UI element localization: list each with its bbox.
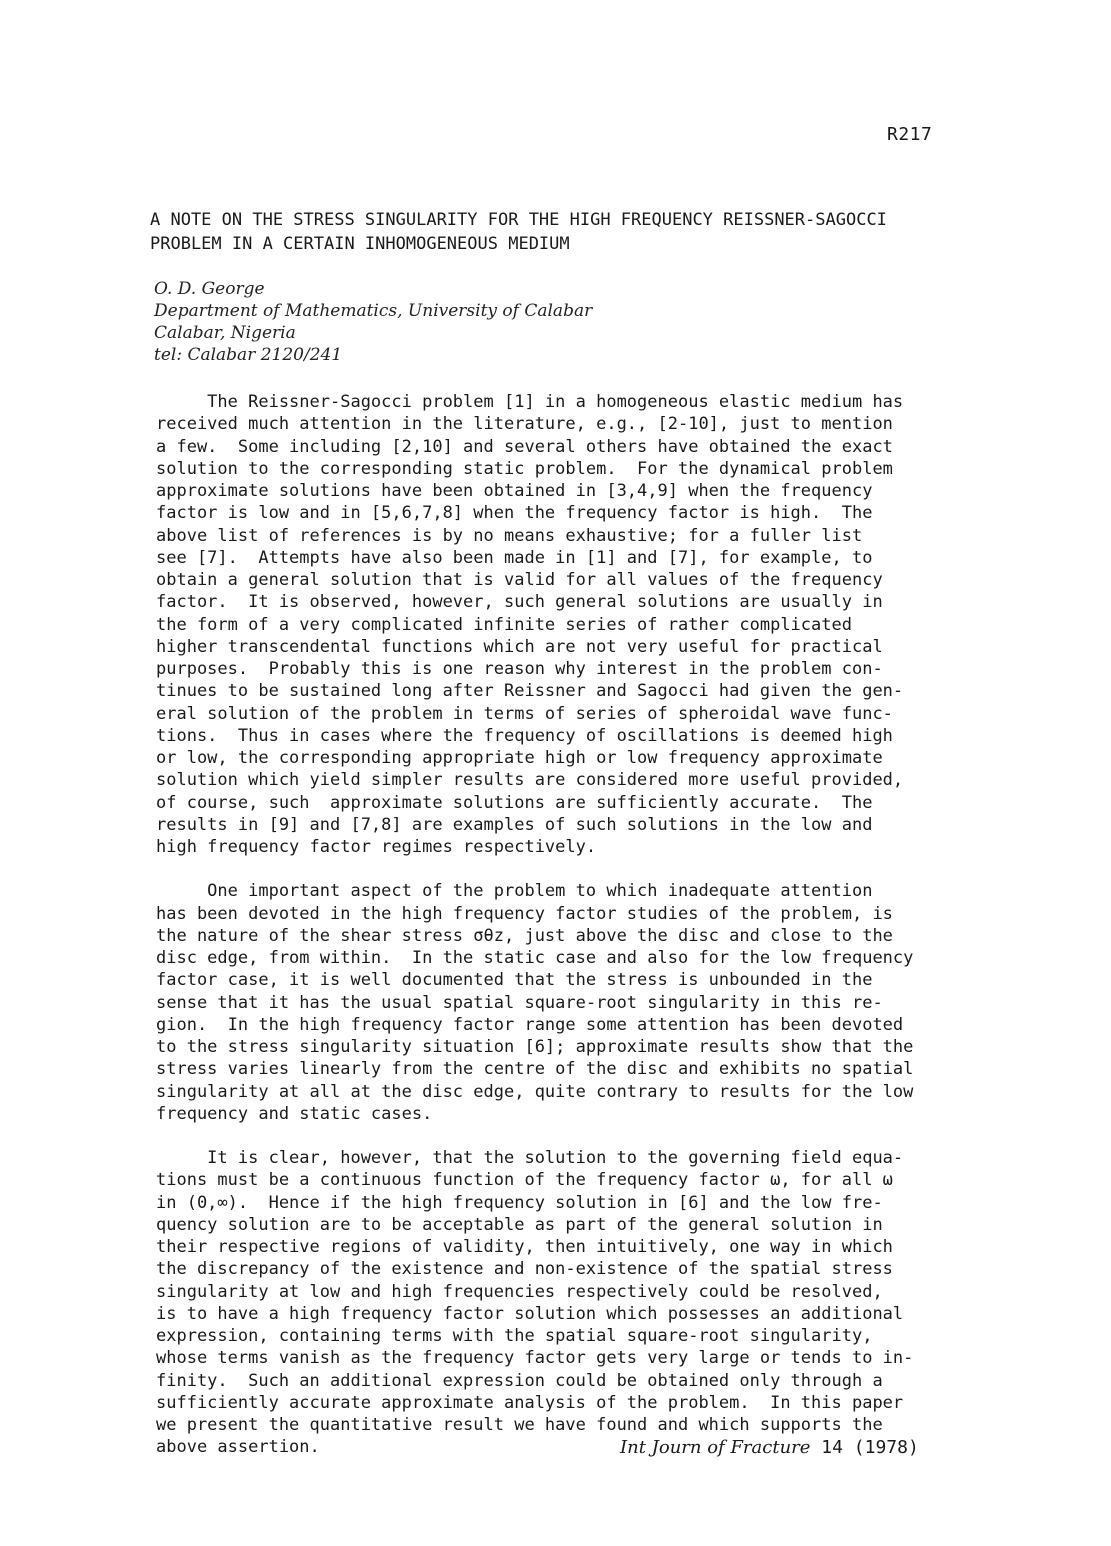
- text-line: singularity at all at the disc edge, quite contrary to results for the low: [156, 1081, 914, 1102]
- author-block: [154, 278, 592, 366]
- text-line: solution which yield simpler results are considered more useful provided,: [156, 770, 904, 791]
- text-line: above list of references is by no means exhaustive; for a fuller list: [156, 525, 863, 546]
- text-line: obtain a general solution that is valid for all values of the frequency: [156, 570, 883, 590]
- text-line: frequency and static cases.: [156, 1103, 433, 1124]
- body-paragraph: [156, 880, 976, 1125]
- text-line: sufficiently accurate approximate analysis of the problem. In this paper: [156, 1392, 904, 1413]
- text-line: factor is low and in [5,6,7,8] when the frequency factor is high. The: [156, 503, 873, 524]
- text-line: we present the quantitative result we have found and which supports the: [156, 1415, 883, 1435]
- text-line: is to have a high frequency factor solution which possesses an additional: [156, 1303, 904, 1324]
- text-line: the form of a very complicated infinite series of rather complicated: [156, 614, 852, 635]
- text-line: in (0,∞). Hence if the high frequency solution in [6] and the low fre-: [156, 1192, 883, 1213]
- title-line: PROBLEM IN A CERTAIN INHOMOGENEOUS MEDIUM: [150, 234, 570, 254]
- text-line: or low, the corresponding appropriate high or low frequency approximate: [156, 748, 883, 768]
- text-line: tinues to be sustained long after Reissner and Sagocci had given the gen-: [156, 681, 904, 702]
- text-line: sense that it has the usual spatial square-root singularity in this re-: [156, 992, 883, 1013]
- author-location: Calabar, Nigeria: [154, 323, 296, 343]
- text-line: high frequency factor regimes respectively.: [156, 837, 597, 857]
- author-phone: tel: Calabar 2120/241: [154, 345, 343, 365]
- text-line: received much attention in the literature, e.g., [2-10], just to mention: [156, 414, 893, 435]
- text-line: results in [9] and [7,8] are examples of such solutions in the low and: [156, 814, 873, 835]
- text-line: tions. Thus in cases where the frequency of oscillations is deemed high: [156, 725, 893, 746]
- text-line: stress varies linearly from the centre of the disc and exhibits no spatial: [156, 1059, 914, 1080]
- text-line: to the stress singularity situation [6]; approximate results show that the: [156, 1037, 914, 1057]
- body-text: [156, 391, 976, 1459]
- text-line: factor. It is observed, however, such general solutions are usually in: [156, 592, 883, 613]
- text-line: above assertion.: [156, 1437, 320, 1458]
- text-line: see [7]. Attempts have also been made in [1] and [7], for example, to: [156, 547, 873, 568]
- text-line: It is clear, however, that the solution to the governing field equa-: [156, 1148, 904, 1168]
- title-line: A NOTE ON THE STRESS SINGULARITY FOR THE HIGH FREQUENCY REISSNER-SAGOCCI: [150, 210, 887, 230]
- text-line: approximate solutions have been obtained in [3,4,9] when the frequency: [156, 481, 873, 501]
- author-department: Department of Mathematics, University of Calabar: [154, 301, 593, 321]
- text-line: gion. In the high frequency factor range some attention has been devoted: [156, 1014, 904, 1035]
- journal-name: Int Journ of Fracture: [620, 1437, 811, 1458]
- journal-volume-year: 14 (1978): [821, 1437, 919, 1458]
- text-line: whose terms vanish as the frequency factor gets very large or tends to in-: [156, 1348, 914, 1369]
- text-line: finity. Such an additional expression could be obtained only through a: [156, 1370, 883, 1391]
- text-line: factor case, it is well documented that the stress is unbounded in the: [156, 970, 873, 991]
- text-line: has been devoted in the high frequency factor studies of the problem, is: [156, 903, 893, 924]
- text-line: expression, containing terms with the spatial square-root singularity,: [156, 1326, 873, 1346]
- text-line: their respective regions of validity, then intuitively, one way in which: [156, 1237, 893, 1257]
- text-line: higher transcendental functions which are not very useful for practical: [156, 636, 883, 657]
- text-line: of course, such approximate solutions are sufficiently accurate. The: [156, 792, 873, 813]
- journal-footer: [620, 1437, 919, 1458]
- text-line: The Reissner-Sagocci problem [1] in a homogeneous elastic medium has: [156, 392, 904, 412]
- text-line: tions must be a continuous function of the frequency factor ω, for all ω: [156, 1170, 893, 1191]
- author-name: O. D. George: [154, 279, 265, 299]
- body-paragraph: [156, 391, 976, 858]
- text-line: singularity at low and high frequencies respectively could be resolved,: [156, 1281, 883, 1302]
- text-line: the nature of the shear stress σθz, just above the disc and close to the: [156, 925, 893, 946]
- text-line: quency solution are to be acceptable as part of the general solution in: [156, 1214, 883, 1235]
- text-line: a few. Some including [2,10] and several others have obtained the exact: [156, 436, 893, 457]
- text-line: disc edge, from within. In the static case and also for the low frequency: [156, 948, 914, 968]
- paper-title: [150, 208, 970, 256]
- text-line: solution to the corresponding static problem. For the dynamical problem: [156, 458, 893, 479]
- text-line: One important aspect of the problem to which inadequate attention: [156, 881, 873, 902]
- text-line: purposes. Probably this is one reason why interest in the problem con-: [156, 659, 883, 679]
- body-paragraph: [156, 1147, 976, 1459]
- text-line: the discrepancy of the existence and non-existence of the spatial stress: [156, 1259, 893, 1280]
- text-line: eral solution of the problem in terms of series of spheroidal wave func-: [156, 703, 893, 724]
- page-number: R217: [887, 124, 933, 145]
